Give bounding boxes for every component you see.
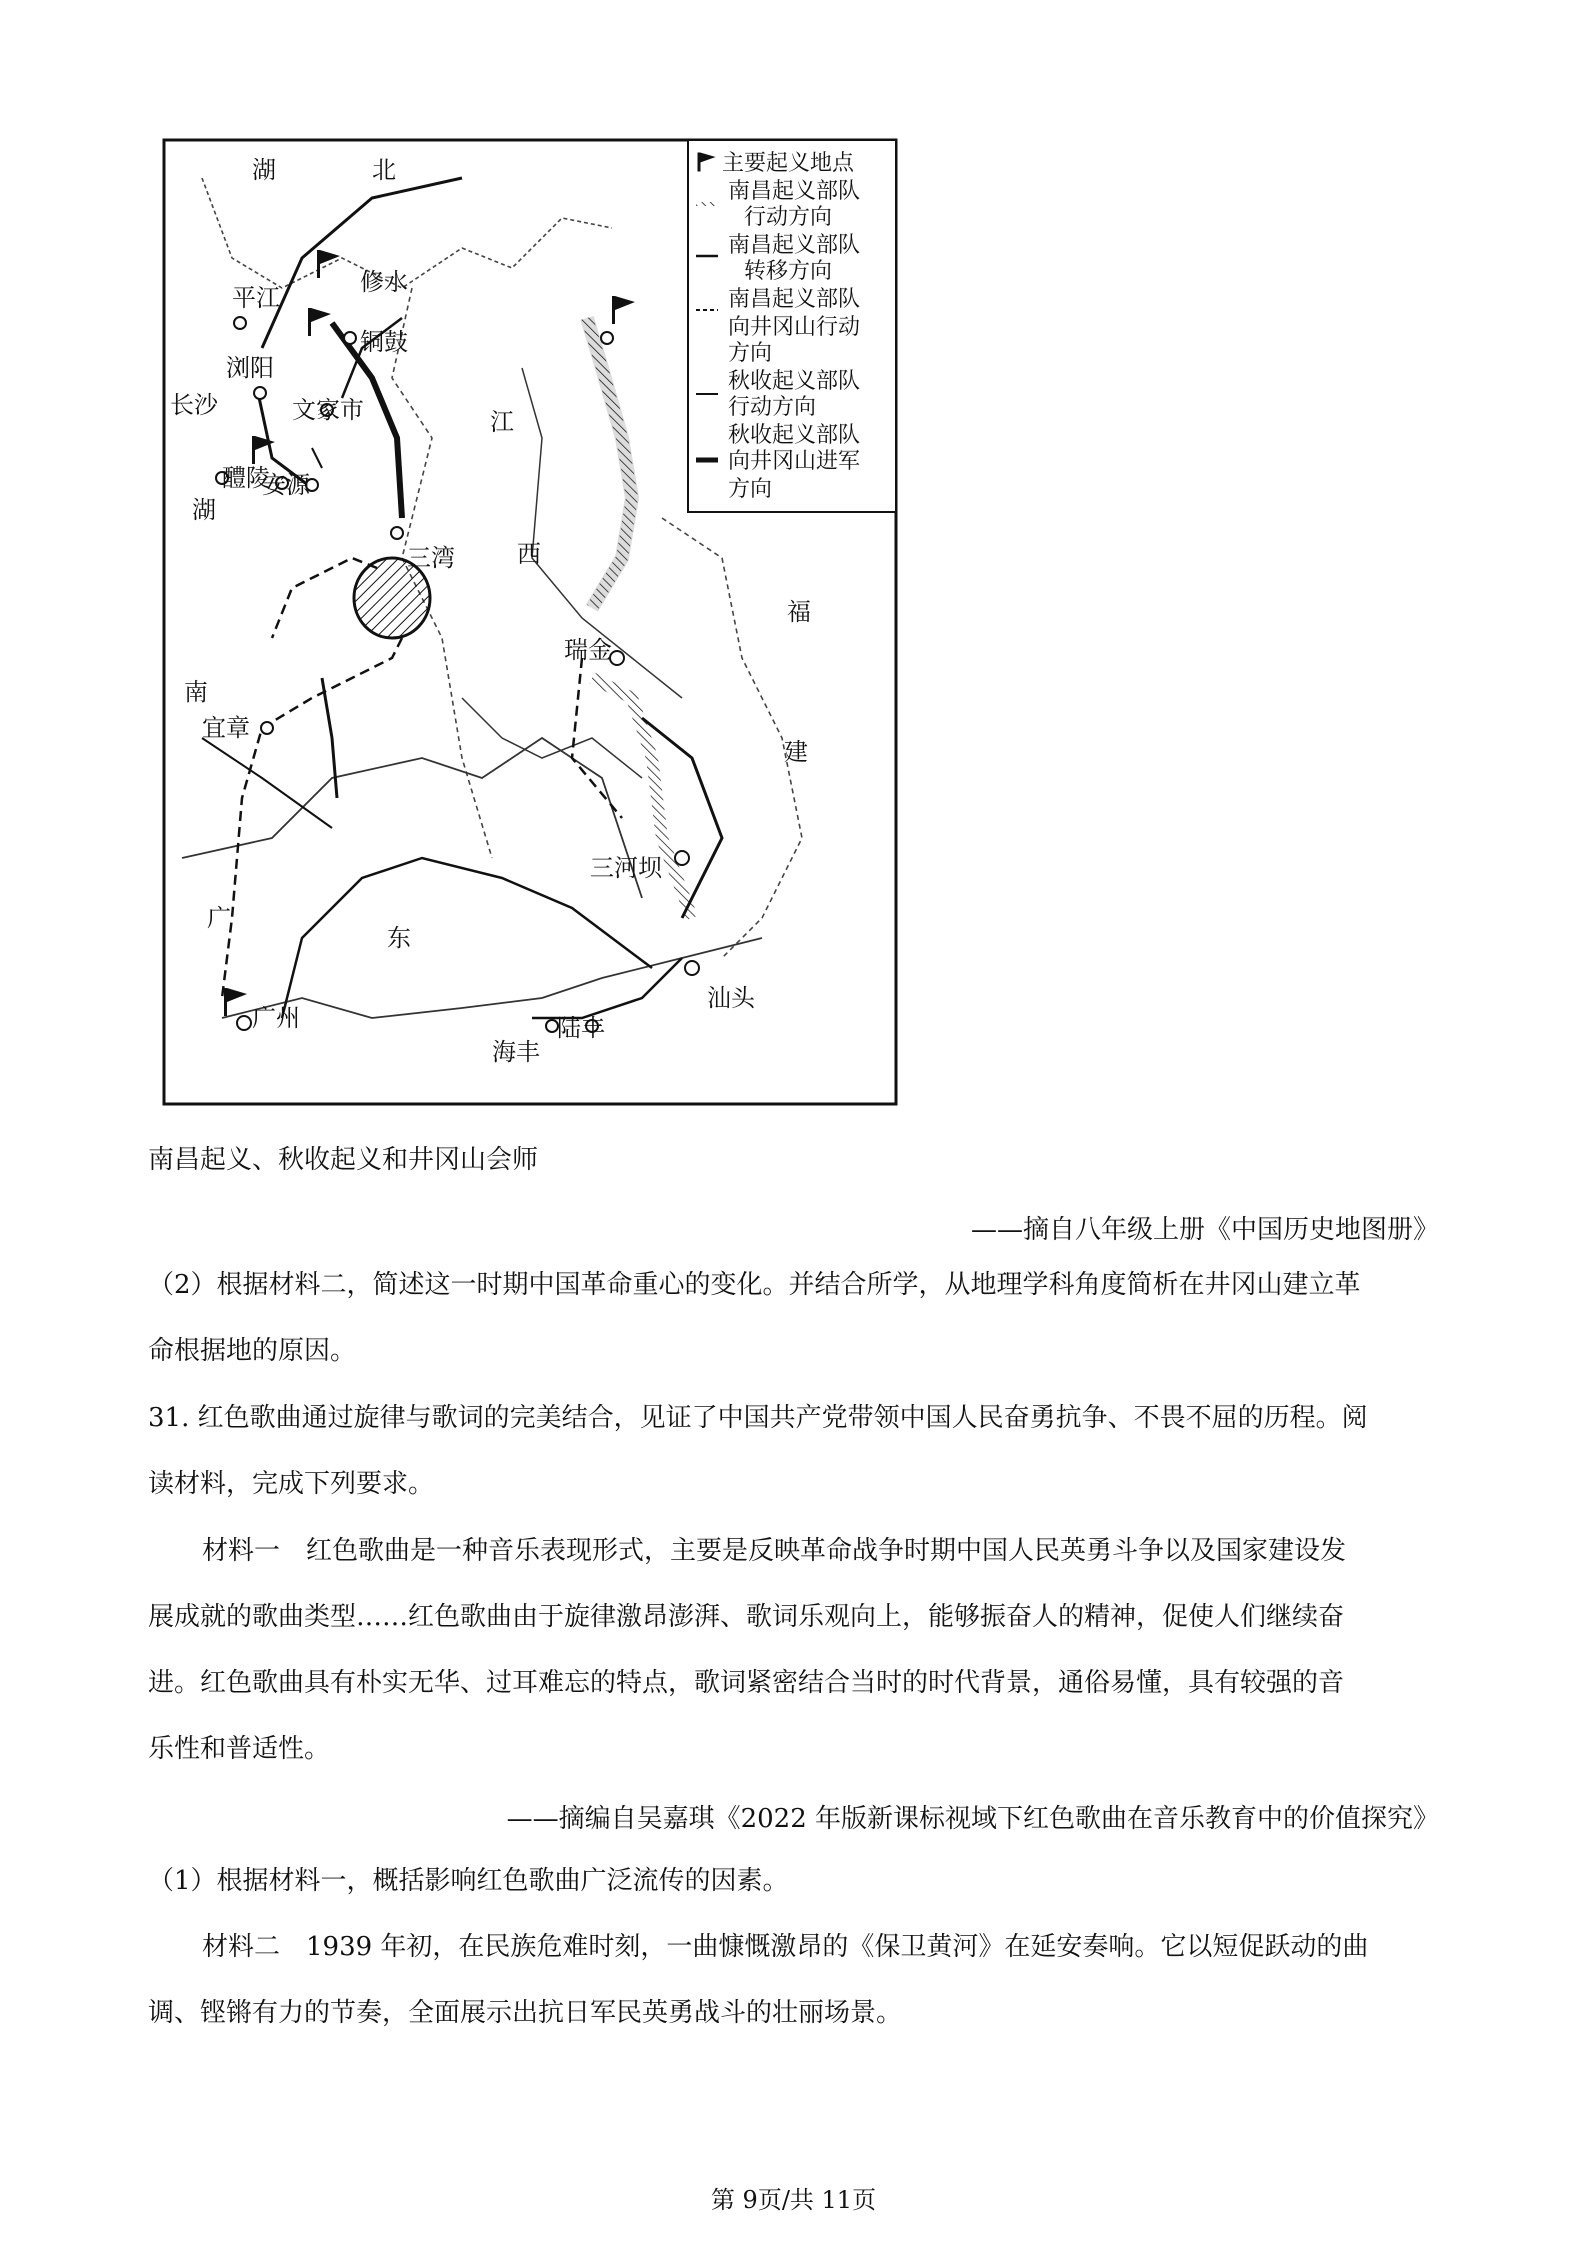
legend-text: 向井冈山行动 (728, 315, 861, 340)
legend-text: 秋收起义部队 (728, 369, 861, 394)
question-2-line: 命根据地的原因。 (148, 1336, 357, 1366)
legend-text: 方向 (728, 477, 773, 502)
map-label: 广 (207, 904, 231, 932)
legend-text: 转移方向 (744, 259, 833, 284)
map-label: 湖 (192, 496, 216, 524)
map-label: 海丰 (492, 1038, 540, 1066)
map-svg (162, 138, 898, 1106)
map-label: 湖 (252, 156, 276, 184)
map-label: 江 (490, 408, 514, 436)
legend-text: 主要起义地点 (722, 151, 855, 176)
map-label: 南 (184, 678, 208, 706)
legend-text: 秋收起义部队 (728, 423, 861, 448)
map-label: 福 (787, 598, 811, 626)
legend-text: 方向 (728, 341, 773, 366)
page-footer: 第 9页/共 11页 (710, 2186, 877, 2214)
material-2-line: 调、铿锵有力的节奏，全面展示出抗日军民英勇战斗的壮丽场景。 (148, 1998, 903, 2028)
map-label: 西 (517, 540, 541, 568)
question-1-line: （1）根据材料一，概括影响红色歌曲广泛流传的因素。 (148, 1866, 789, 1896)
map-label: 汕头 (707, 984, 755, 1012)
historical-map (162, 138, 898, 1106)
material-2-line: 材料二 1939 年初，在民族危难时刻，一曲慷慨激昂的《保卫黄河》在延安奏响。它以短促跃动的曲 (202, 1932, 1369, 1962)
legend-text: 南昌起义部队 (728, 287, 861, 312)
material-1-line: 展成就的歌曲类型……红色歌曲由于旋律激昂澎湃、歌词乐观向上，能够振奋人的精神，促使人们继续奋 (148, 1602, 1345, 1632)
legend-text: 南昌起义部队 (728, 179, 861, 204)
map-label: 北 (372, 156, 396, 184)
map-label: 东 (387, 924, 411, 952)
map-label: 安源 (262, 471, 310, 499)
material-1-line: 乐性和普适性。 (148, 1734, 331, 1764)
map-label: 浏阳 (226, 354, 274, 382)
map-label: 三湾 (407, 544, 455, 572)
question-31-line: 31. 红色歌曲通过旋律与歌词的完美结合，见证了中国共产党带领中国人民奋勇抗争、不畏不屈的历程。阅 (148, 1403, 1368, 1433)
legend-text: 行动方向 (728, 395, 817, 420)
map-label: 广州 (252, 1004, 300, 1032)
source-citation: ——摘自八年级上册《中国历史地图册》 (970, 1215, 1439, 1245)
source-citation: ——摘编自吴嘉琪《2022 年版新课标视域下红色歌曲在音乐教育中的价值探究》 (506, 1804, 1439, 1834)
map-label: 宜章 (202, 714, 250, 742)
map-caption: 南昌起义、秋收起义和井冈山会师 (148, 1145, 539, 1175)
map-label: 平江 (232, 284, 280, 312)
map-label: 长沙 (170, 391, 218, 419)
map-label: 瑞金 (564, 636, 612, 664)
map-label: 修水 (360, 268, 408, 296)
map-label: 陆丰 (557, 1014, 605, 1042)
material-1-line: 材料一 红色歌曲是一种音乐表现形式，主要是反映革命战争时期中国人民英勇斗争以及国家建设发 (202, 1536, 1347, 1566)
map-label: 建 (784, 738, 808, 766)
map-label: 文家市 (292, 396, 364, 424)
question-2-line: （2）根据材料二，简述这一时期中国革命重心的变化。并结合所学，从地理学科角度简析在井冈山建立革 (148, 1270, 1361, 1300)
map-label: 醴陵 (222, 464, 270, 492)
material-1-line: 进。红色歌曲具有朴实无华、过耳难忘的特点，歌词紧密结合当时的时代背景，通俗易懂，具有较强的音 (148, 1668, 1345, 1698)
question-31-line: 读材料，完成下列要求。 (148, 1469, 435, 1499)
legend-text: 行动方向 (744, 205, 833, 230)
map-label: 铜鼓 (360, 328, 408, 356)
map-label: 三河坝 (590, 854, 662, 882)
legend-text: 南昌起义部队 (728, 233, 861, 258)
legend-text: 向井冈山进军 (728, 449, 861, 474)
